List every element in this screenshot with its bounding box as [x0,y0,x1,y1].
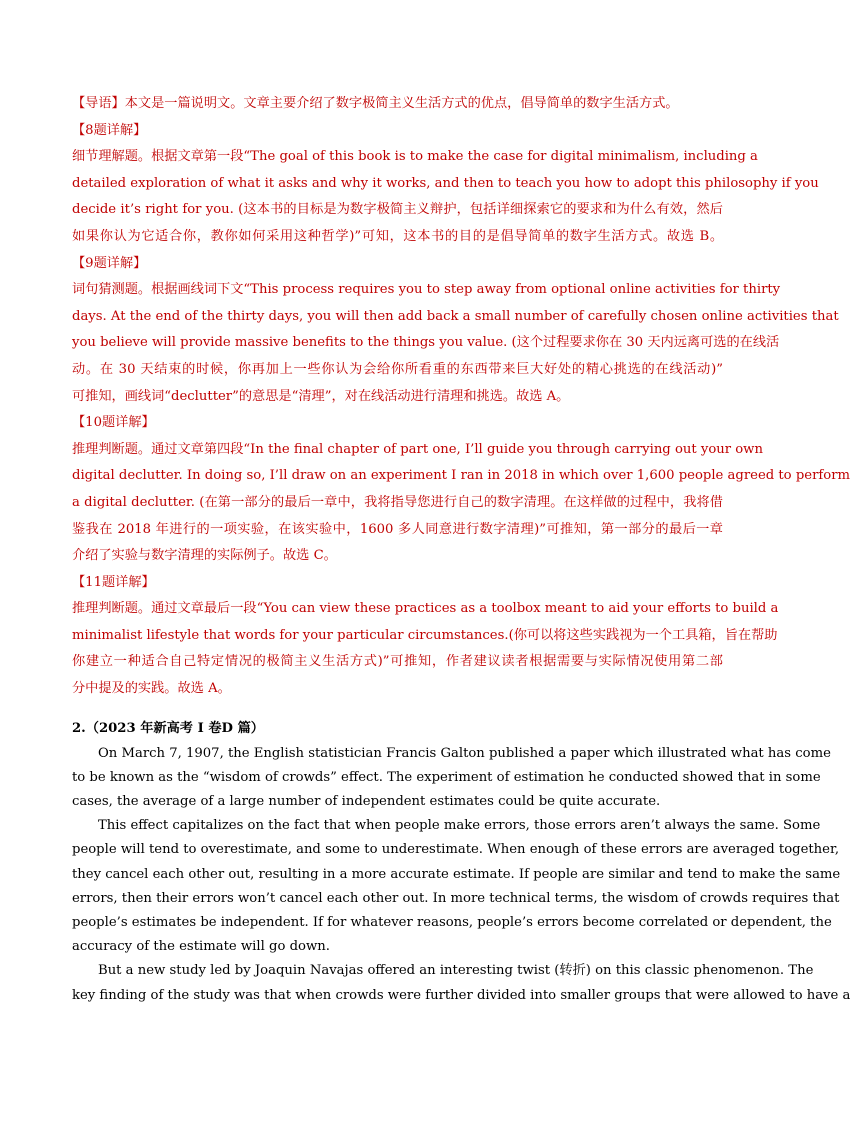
q8-line: 如果你认为它适合你，教你如何采用这种哲学)”可知，这本书的目的是倡导简单的数字生活方式。故选 B。 [72,228,723,244]
intro-line: 【导语】本文是一篇说明文。文章主要介绍了数字极简主义生活方式的优点，倡导简单的数字生活方式。 [72,96,679,111]
q11-line: minimalist lifestyle that words for your particular circumstances.(你可以将这些实践视为一个工具箱，旨在帮助 [72,627,778,643]
document-page [72,91,850,1008]
q9-line: 可推知，画线词“declutter”的意思是“清理”，对在线活动进行清理和挑选。故选 A。 [72,388,570,404]
q8-heading: 【8题详解】 [72,122,147,138]
paragraph-line: to be known as the “wisdom of crowds” effect. The experiment of estimation he conducted showed that in some [72,769,821,785]
q9-line: you believe will provide massive benefits to the things you value. (这个过程要求你在 30 天内远离可选的在线活 [72,335,780,351]
reading-passage [72,717,850,1008]
q10-line: digital declutter. In doing so, I’ll draw on an experiment I ran in 2018 in which over 1,600 people agreed to perform [72,468,850,484]
q9-line: 词句猜测题。根据画线词下文“This process requires you to step away from optional online activities for thirty [72,282,781,298]
q10-line: 鉴我在 2018 年进行的一项实验，在该实验中，1600 多人同意进行数字清理)”可推知，第一部分的最后一章 [72,521,723,537]
q11-line: 推理判断题。通过文章最后一段“You can view these practices as a toolbox meant to aid your efforts to build a [72,601,779,617]
paragraph-line: errors, then their errors won’t cancel each other out. In more technical terms, the wisdom of crowds requires that [72,890,840,906]
q8-line: 细节理解题。根据文章第一段“The goal of this book is to make the case for digital minimalism, including a [72,149,758,165]
paragraph-line: accuracy of the estimate will go down. [72,939,330,955]
paragraph-line: This effect capitalizes on the fact that when people make errors, those errors aren’t always the same. Some [98,818,821,834]
q8-line: detailed exploration of what it asks and why it works, and then to teach you how to adopt this philosophy if you [72,175,819,191]
q10-line: 介绍了实验与数字清理的实际例子。故选 C。 [72,548,337,564]
q11-heading: 【11题详解】 [72,574,155,590]
q11-line: 你建立一种适合自己特定情况的极简主义生活方式)”可推知，作者建议读者根据需要与实际情况使用第二部 [72,654,723,670]
q9-line: 动。在 30 天结束的时候，你再加上一些你认为会给你所看重的东西带来巨大好处的精心挑选的在线活动)” [72,361,723,377]
paragraph-line: they cancel each other out, resulting in a more accurate estimate. If people are similar and tend to make the same [72,866,841,882]
q8-line: decide it’s right for you. (这本书的目标是为数字极简主义辩护，包括详细探索它的要求和为什么有效，然后 [72,202,723,218]
paragraph-line: On March 7, 1907, the English statistician Francis Galton published a paper which illustrated what has come [98,745,831,761]
q10-heading: 【10题详解】 [72,415,155,431]
q11-line: 分中提及的实践。故选 A。 [72,681,231,697]
paragraph-line: people will tend to overestimate, and some to underestimate. When enough of these errors are averaged together, [72,842,840,858]
q10-line: a digital declutter. (在第一部分的最后一章中，我将指导您进行自己的数字清理。在这样做的过程中，我将借 [72,494,723,510]
q9-heading: 【9题详解】 [72,255,147,271]
q10-line: 推理判断题。通过文章第四段“In the final chapter of part one, I’ll guide you through carrying out your own [72,441,763,457]
paragraph-line: key finding of the study was that when crowds were further divided into smaller groups that were allowed to have a [72,987,850,1003]
passage-title: 2.（2023 年新高考 I 卷D 篇） [72,720,264,736]
paragraph-line: But a new study led by Joaquin Navajas offered an interesting twist (转折) on this classic phenomenon. The [98,963,814,979]
paragraph-line: people’s estimates be independent. If for whatever reasons, people’s errors become correlated or dependent, the [72,914,832,930]
q9-line: days. At the end of the thirty days, you will then add back a small number of carefully chosen online activities that [72,308,839,324]
paragraph-line: cases, the average of a large number of independent estimates could be quite accurate. [72,794,661,810]
